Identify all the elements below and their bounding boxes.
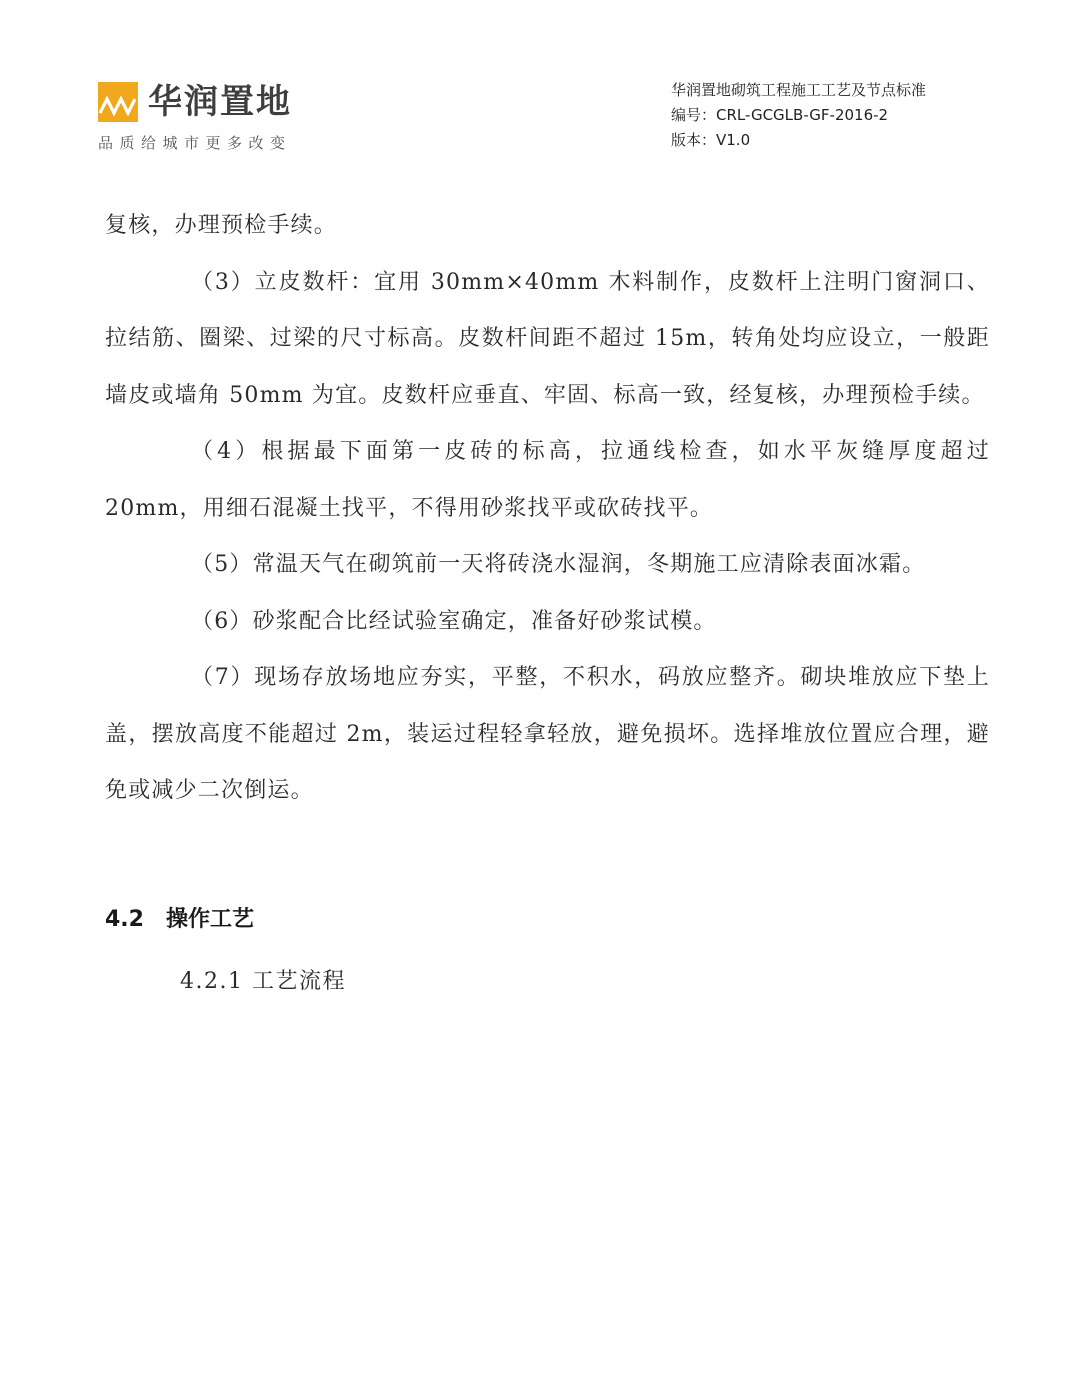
section-number: 4.2 <box>105 907 144 932</box>
paragraph-item-7: （7）现场存放场地应夯实，平整，不积水，码放应整齐。砌块堆放应下垫上盖，摆放高度不能超过 2m，装运过程轻拿轻放，避免损坏。选择堆放位置应合理，避免或减少二次倒运。 <box>105 665 990 803</box>
logo-mark-icon <box>98 82 138 122</box>
paragraph-item-4: （4）根据最下面第一皮砖的标高，拉通线检查，如水平灰缝厚度超过 20mm，用细石混凝土找平，不得用砂浆找平或砍砖找平。 <box>105 439 990 521</box>
document-title: 华润置地砌筑工程施工工艺及节点标准 <box>671 81 927 99</box>
document-number: 编号：CRL-GCGLB-GF-2016-2 <box>671 106 889 124</box>
paragraph-item-6: （6）砂浆配合比经试验室确定，准备好砂浆试模。 <box>191 608 717 634</box>
logo-row <box>98 82 292 122</box>
company-name: 华润置地 <box>148 82 292 122</box>
company-slogan: 品质给城市更多改变 <box>98 134 292 152</box>
document-info <box>671 78 926 153</box>
paragraph-item-5: （5）常温天气在砌筑前一天将砖浇水湿润，冬期施工应清除表面冰霜。 <box>191 552 926 577</box>
section-heading <box>105 900 254 940</box>
section-title: 操作工艺 <box>165 907 254 932</box>
paragraph-item-3: （3）立皮数杆：宜用 30mm×40mm 木料制作，皮数杆上注明门窗洞口、拉结筋、圈梁、过梁的尺寸标高。皮数杆间距不超过 15m，转角处均应设立，一般距墙皮或墙角 50mm 为宜。皮数杆应垂直、牢固、标高一致，经复核，办理预检手续。 <box>105 269 990 408</box>
paragraph-continued: 复核，办理预检手续。 <box>105 213 338 238</box>
body-content <box>105 198 990 820</box>
document-version: 版本：V1.0 <box>671 131 751 149</box>
subsection-heading: 4.2.1 工艺流程 <box>180 969 346 994</box>
company-logo <box>98 82 292 153</box>
